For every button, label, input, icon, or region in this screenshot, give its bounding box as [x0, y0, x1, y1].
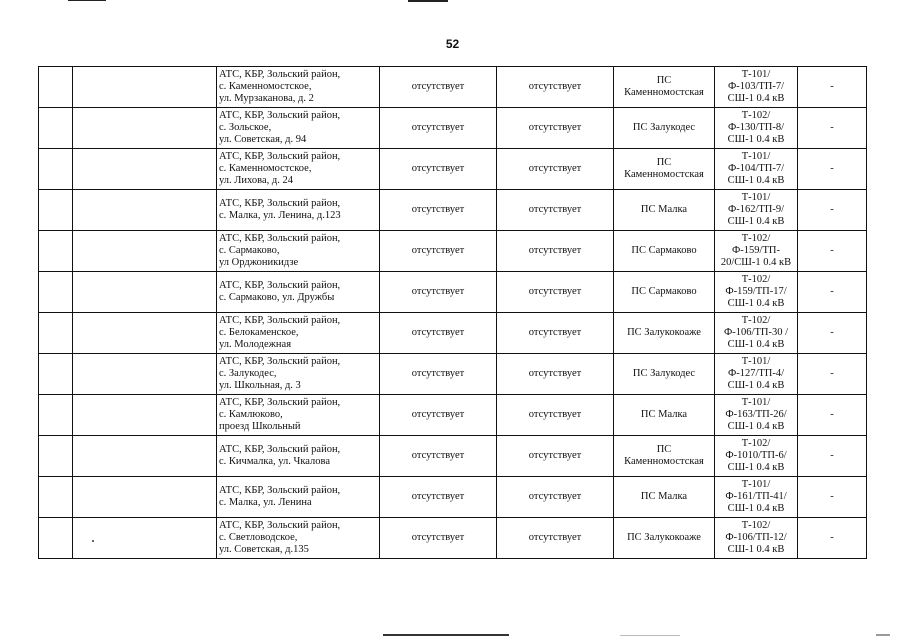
table-body [39, 67, 867, 559]
scan-artifact-line [408, 0, 448, 2]
empty-cell [73, 436, 217, 477]
status-cell: отсутствует [497, 518, 614, 559]
table-row [39, 354, 867, 395]
feeder-line: Т-102/ [741, 232, 771, 244]
row-number-cell [39, 395, 73, 436]
status-cell: отсутствует [380, 108, 497, 149]
substation-line: ПС Залукодес [632, 121, 696, 133]
feeder-line: Ф-127/ТП-4/ [727, 367, 785, 379]
substation-line: ПС Малка [640, 203, 688, 215]
substation-line: Каменномостская [624, 169, 704, 180]
scan-artifact-smudge [876, 634, 890, 636]
address-line: ул. Советская, д. 94 [219, 134, 307, 146]
row-number-cell [39, 190, 73, 231]
address-line: проезд Школьный [219, 421, 301, 433]
status-cell: отсутствует [497, 477, 614, 518]
feeder-line: Ф-130/ТП-8/ [727, 121, 785, 133]
empty-cell [73, 67, 217, 108]
feeder-cell [715, 231, 798, 272]
feeder-line: 20/СШ-1 0.4 кВ [720, 257, 792, 269]
substation-line: ПС [656, 156, 672, 168]
feeder-line: Т-102/ [741, 519, 771, 531]
feeder-line: СШ-1 0.4 кВ [727, 298, 785, 310]
status-cell: отсутствует [497, 149, 614, 190]
status-cell: отсутствует [380, 67, 497, 108]
feeder-line: Ф-104/ТП-7/ [727, 162, 785, 174]
feeder-line: Ф-163/ТП-26/ [725, 408, 787, 420]
status-cell: отсутствует [380, 313, 497, 354]
address-line: АТС, КБР, Зольский район, [219, 443, 341, 455]
row-number-cell [39, 149, 73, 190]
dash-cell: - [798, 190, 867, 231]
empty-cell [73, 108, 217, 149]
table-row [39, 190, 867, 231]
table-row [39, 518, 867, 559]
address-line: АТС, КБР, Зольский район, [219, 279, 341, 291]
dash-cell: - [798, 108, 867, 149]
substation-cell [614, 518, 715, 559]
scan-artifact-dot [92, 540, 94, 542]
row-number-cell [39, 354, 73, 395]
row-number-cell [39, 231, 73, 272]
address-line: АТС, КБР, Зольский район, [219, 150, 341, 162]
address-line: ул. Советская, д.135 [219, 544, 309, 556]
feeder-line: Т-102/ [741, 314, 771, 326]
feeder-line: Ф-159/ТП- [732, 244, 780, 256]
feeder-line: СШ-1 0.4 кВ [727, 216, 785, 228]
feeder-line: СШ-1 0.4 кВ [727, 380, 785, 392]
dash-cell: - [798, 395, 867, 436]
address-line: ул. Школьная, д. 3 [219, 380, 301, 392]
address-line: с. Белокаменское, [219, 326, 299, 338]
row-number-cell [39, 518, 73, 559]
substation-line: ПС Залукокоаже [627, 531, 701, 543]
substation-cell [614, 190, 715, 231]
status-cell: отсутствует [380, 272, 497, 313]
feeder-cell [715, 149, 798, 190]
status-cell: отсутствует [380, 354, 497, 395]
empty-cell [73, 190, 217, 231]
table-row [39, 108, 867, 149]
status-cell: отсутствует [380, 231, 497, 272]
address-cell [217, 395, 380, 436]
feeder-line: СШ-1 0.4 кВ [727, 462, 785, 474]
feeder-line: Ф-1010/ТП-6/ [725, 449, 787, 461]
feeder-cell [715, 313, 798, 354]
substation-cell [614, 272, 715, 313]
feeder-cell [715, 108, 798, 149]
feeder-line: СШ-1 0.4 кВ [727, 134, 785, 146]
row-number-cell [39, 67, 73, 108]
address-line: с. Каменномостское, [219, 162, 312, 174]
data-table [38, 66, 867, 559]
address-cell [217, 436, 380, 477]
status-cell: отсутствует [380, 477, 497, 518]
feeder-line: Т-101/ [741, 355, 771, 367]
address-line: АТС, КБР, Зольский район, [219, 355, 341, 367]
substation-cell [614, 67, 715, 108]
address-line: с. Залукодес, [219, 367, 277, 379]
feeder-line: Т-101/ [741, 150, 771, 162]
status-cell: отсутствует [380, 395, 497, 436]
empty-cell [73, 272, 217, 313]
table-row [39, 67, 867, 108]
feeder-line: СШ-1 0.4 кВ [727, 421, 785, 433]
address-line: АТС, КБР, Зольский район, [219, 109, 341, 121]
dash-cell: - [798, 518, 867, 559]
feeder-line: Т-102/ [741, 437, 771, 449]
status-cell: отсутствует [497, 395, 614, 436]
feeder-line: Ф-161/ТП-41/ [725, 490, 787, 502]
table-row [39, 477, 867, 518]
substation-line: ПС Залукокоаже [627, 326, 701, 338]
address-line: с. Сармаково, [219, 244, 280, 256]
status-cell: отсутствует [497, 231, 614, 272]
feeder-line: Ф-106/ТП-12/ [725, 531, 787, 543]
address-line: ул. Молодежная [219, 339, 292, 351]
feeder-line: Т-101/ [741, 68, 771, 80]
feeder-line: СШ-1 0.4 кВ [727, 175, 785, 187]
feeder-line: Ф-106/ТП-30 / [724, 326, 788, 338]
feeder-line: Т-101/ [741, 478, 771, 490]
status-cell: отсутствует [497, 313, 614, 354]
status-cell: отсутствует [497, 67, 614, 108]
table-row [39, 436, 867, 477]
feeder-line: Ф-162/ТП-9/ [727, 203, 785, 215]
empty-cell [73, 231, 217, 272]
substation-line: ПС Залукодес [632, 367, 696, 379]
page-number: 52 [445, 37, 460, 51]
feeder-line: СШ-1 0.4 кВ [727, 503, 785, 515]
feeder-line: Т-101/ [741, 396, 771, 408]
feeder-cell [715, 190, 798, 231]
substation-line: ПС Сармаково [631, 244, 697, 256]
address-line: с. Каменномостское, [219, 80, 312, 92]
substation-line: ПС Сармаково [631, 285, 697, 297]
row-number-cell [39, 272, 73, 313]
address-cell [217, 149, 380, 190]
address-line: с. Сармаково, ул. Дружбы [219, 292, 335, 303]
substation-line: ПС Малка [640, 408, 688, 420]
substation-line: Каменномостская [624, 87, 704, 98]
row-number-cell [39, 436, 73, 477]
address-line: с. Малка, ул. Ленина, д.123 [219, 210, 341, 221]
table-row [39, 231, 867, 272]
dash-cell: - [798, 477, 867, 518]
dash-cell: - [798, 67, 867, 108]
feeder-line: СШ-1 0.4 кВ [727, 93, 785, 105]
feeder-cell [715, 272, 798, 313]
address-cell [217, 313, 380, 354]
dash-cell: - [798, 149, 867, 190]
feeder-line: Т-102/ [741, 109, 771, 121]
status-cell: отсутствует [380, 436, 497, 477]
feeder-line: СШ-1 0.4 кВ [727, 339, 785, 351]
address-cell [217, 231, 380, 272]
feeder-cell [715, 354, 798, 395]
address-line: АТС, КБР, Зольский район, [219, 396, 341, 408]
substation-cell [614, 354, 715, 395]
address-line: АТС, КБР, Зольский район, [219, 68, 341, 80]
feeder-line: СШ-1 0.4 кВ [727, 544, 785, 556]
address-line: с. Светловодское, [219, 531, 298, 543]
address-line: с. Зольское, [219, 121, 272, 133]
empty-cell [73, 477, 217, 518]
address-line: АТС, КБР, Зольский район, [219, 314, 341, 326]
substation-line: ПС [656, 443, 672, 455]
scan-artifact-line [68, 0, 106, 1]
table-row [39, 395, 867, 436]
status-cell: отсутствует [497, 108, 614, 149]
substation-line: ПС [656, 74, 672, 86]
row-number-cell [39, 108, 73, 149]
address-line: АТС, КБР, Зольский район, [219, 519, 341, 531]
status-cell: отсутствует [380, 190, 497, 231]
dash-cell: - [798, 313, 867, 354]
address-line: ул. Лихова, д. 24 [219, 175, 293, 187]
feeder-line: Т-102/ [741, 273, 771, 285]
substation-cell [614, 477, 715, 518]
dash-cell: - [798, 354, 867, 395]
address-line: АТС, КБР, Зольский район, [219, 197, 341, 209]
feeder-cell [715, 395, 798, 436]
substation-cell [614, 313, 715, 354]
substation-cell [614, 108, 715, 149]
address-cell [217, 518, 380, 559]
address-line: с. Кичмалка, ул. Чкалова [219, 456, 330, 467]
empty-cell [73, 354, 217, 395]
table-row [39, 272, 867, 313]
feeder-cell [715, 477, 798, 518]
address-cell [217, 108, 380, 149]
address-cell [217, 272, 380, 313]
table-row [39, 313, 867, 354]
row-number-cell [39, 477, 73, 518]
dash-cell: - [798, 272, 867, 313]
address-line: ул Орджоникидзе [219, 257, 299, 269]
scan-artifact-line [383, 634, 509, 636]
dash-cell: - [798, 231, 867, 272]
address-cell [217, 477, 380, 518]
feeder-line: Т-101/ [741, 191, 771, 203]
address-line: с. Малка, ул. Ленина [219, 497, 312, 508]
feeder-cell [715, 67, 798, 108]
address-line: ул. Мурзаканова, д. 2 [219, 93, 314, 105]
status-cell: отсутствует [497, 272, 614, 313]
substation-cell [614, 395, 715, 436]
status-cell: отсутствует [497, 190, 614, 231]
feeder-line: Ф-103/ТП-7/ [727, 80, 785, 92]
feeder-cell [715, 436, 798, 477]
address-cell [217, 67, 380, 108]
empty-cell [73, 395, 217, 436]
substation-line: Каменномостская [624, 456, 704, 467]
empty-cell [73, 518, 217, 559]
address-cell [217, 190, 380, 231]
status-cell: отсутствует [497, 436, 614, 477]
substation-cell [614, 436, 715, 477]
scan-artifact-smudge [620, 635, 680, 636]
status-cell: отсутствует [497, 354, 614, 395]
address-line: АТС, КБР, Зольский район, [219, 232, 341, 244]
substation-cell [614, 149, 715, 190]
feeder-cell [715, 518, 798, 559]
status-cell: отсутствует [380, 149, 497, 190]
row-number-cell [39, 313, 73, 354]
feeder-line: Ф-159/ТП-17/ [725, 285, 787, 297]
substation-cell [614, 231, 715, 272]
empty-cell [73, 313, 217, 354]
address-line: АТС, КБР, Зольский район, [219, 484, 341, 496]
substation-line: ПС Малка [640, 490, 688, 502]
address-cell [217, 354, 380, 395]
table-row [39, 149, 867, 190]
empty-cell [73, 149, 217, 190]
status-cell: отсутствует [380, 518, 497, 559]
dash-cell: - [798, 436, 867, 477]
address-line: с. Камлюково, [219, 408, 283, 420]
